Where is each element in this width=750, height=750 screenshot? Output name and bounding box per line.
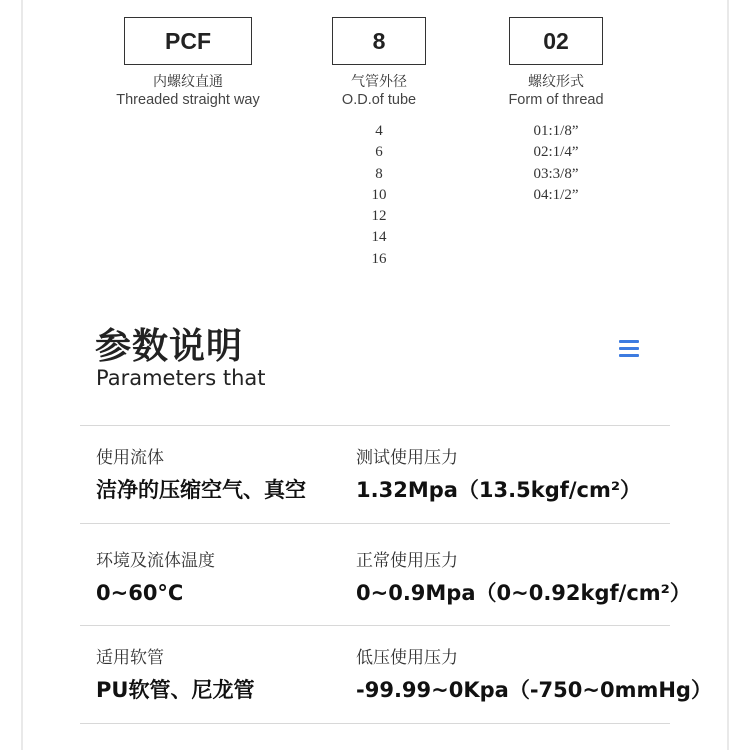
code-box-tube-od: 8	[332, 17, 426, 65]
table-divider	[80, 625, 670, 626]
param-cell	[356, 550, 691, 607]
param-value: 洁净的压缩空气、真空	[96, 478, 306, 502]
thread-options	[500, 121, 612, 206]
option-item: 12	[371, 208, 387, 225]
param-cell	[356, 447, 641, 504]
code-box-thread: 02	[509, 17, 603, 65]
param-value: -99.99~0Kpa（-750~0mmHg）	[356, 678, 712, 702]
param-cell	[96, 447, 306, 504]
code-label-en: O.D.of tube	[341, 92, 417, 108]
option-item: 14	[371, 229, 387, 246]
code-column-tube-od	[325, 17, 433, 270]
param-cell	[356, 647, 712, 704]
param-cell	[96, 550, 215, 607]
param-label: 测试使用压力	[356, 448, 458, 468]
option-item: 4	[375, 123, 383, 139]
right-border-line	[727, 0, 729, 750]
param-label: 使用流体	[96, 448, 164, 468]
option-item: 02:1/4”	[533, 144, 579, 161]
code-box-model: PCF	[124, 17, 252, 65]
left-border-line	[21, 0, 23, 750]
section-title: 参数说明	[95, 326, 244, 367]
param-label: 正常使用压力	[356, 551, 458, 571]
option-item: 10	[371, 186, 387, 203]
option-item: 03:3/8”	[533, 165, 579, 182]
table-divider	[80, 523, 670, 524]
code-label-zh: 螺纹形式	[528, 74, 584, 90]
param-label: 环境及流体温度	[96, 551, 215, 571]
code-label-en: Threaded straight way	[116, 92, 260, 108]
option-item: 8	[375, 165, 383, 182]
table-divider	[80, 425, 670, 426]
param-value: PU软管、尼龙管	[96, 678, 255, 702]
option-item: 6	[375, 144, 383, 161]
code-column-model	[108, 17, 268, 109]
table-divider	[80, 723, 670, 724]
code-label-zh: 气管外径	[351, 74, 407, 90]
option-item: 04:1/2”	[533, 186, 579, 203]
section-subtitle: Parameters that	[96, 366, 266, 390]
param-value: 0~60°C	[96, 581, 184, 605]
tube-od-options	[325, 121, 433, 270]
param-label: 适用软管	[96, 648, 164, 668]
param-label: 低压使用压力	[356, 648, 458, 668]
param-cell	[96, 647, 254, 704]
hamburger-menu-icon[interactable]	[619, 340, 639, 360]
param-value: 1.32Mpa（13.5kgf/cm²）	[356, 478, 642, 502]
option-item: 16	[371, 250, 387, 267]
code-label-en: Form of thread	[508, 92, 604, 108]
option-item: 01:1/8”	[533, 123, 579, 139]
param-value: 0~0.9Mpa（0~0.92kgf/cm²）	[356, 581, 691, 605]
code-label-zh: 内螺纹直通	[153, 74, 223, 90]
code-column-thread	[500, 17, 612, 206]
